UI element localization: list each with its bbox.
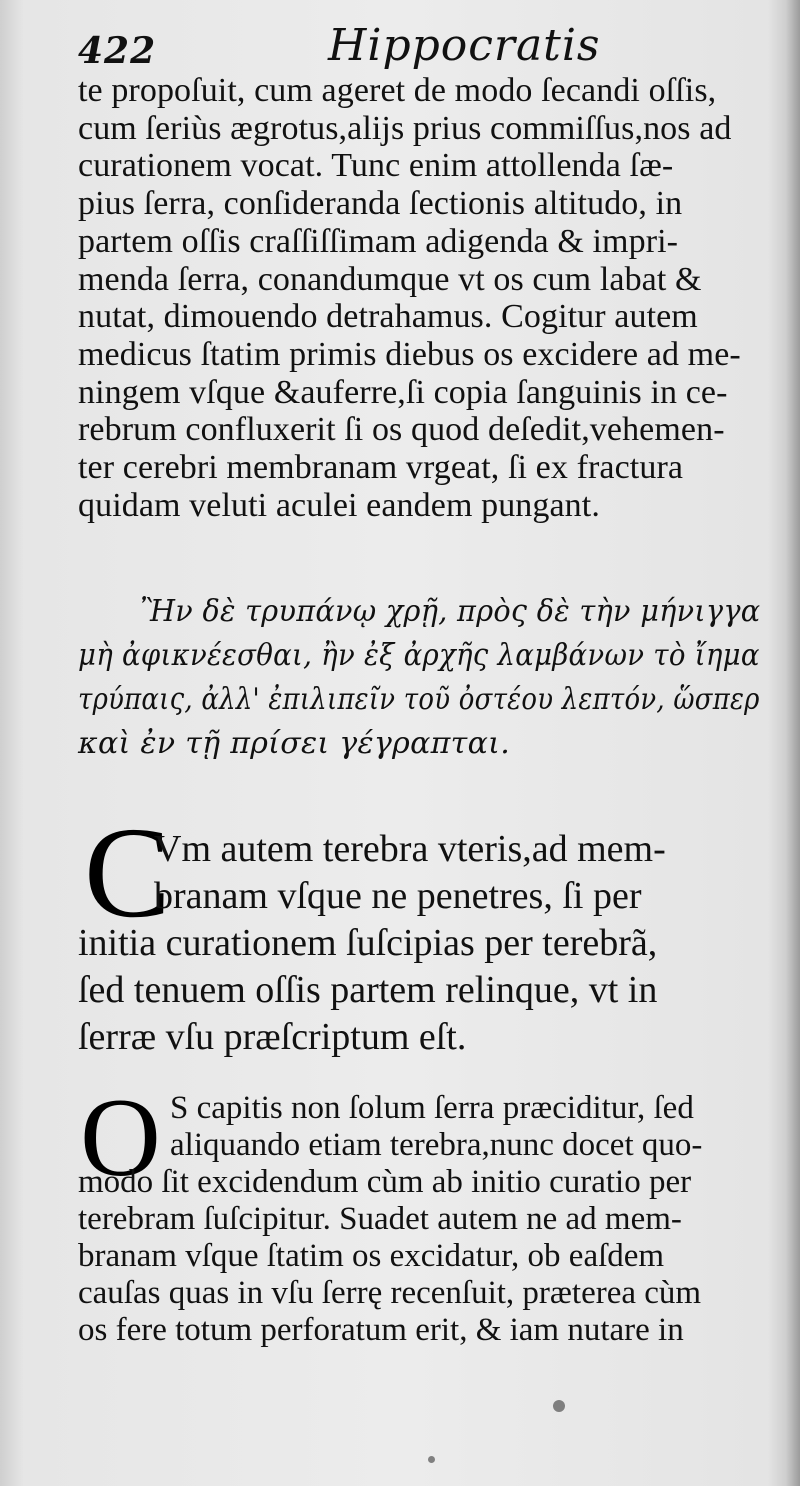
text-line: te propoſuit, cum ageret de modo ſecandi oſſis,: [78, 72, 717, 109]
text-line: initia curationem ſuſcipias per terebrã,: [78, 922, 658, 964]
text-line: cum ſeriùs ægrotus,alijs prius commiſſus,nos ad: [78, 109, 732, 147]
text-line: quidam veluti aculei eandem pungant.: [78, 486, 600, 524]
text-line: menda ſerra, conandumque vt os cum labat &: [78, 260, 702, 298]
text-line: Vm autem terebra vteris,ad mem-: [154, 828, 666, 870]
text-line: terebram ſuſcipitur. Suadet autem ne ad mem-: [78, 1201, 682, 1237]
commentary-paragraph-1: [78, 72, 741, 524]
ink-spot: [553, 1400, 565, 1412]
text-line: medicus ſtatim primis diebus os excidere ad me-: [78, 335, 741, 373]
text-line: pius ſerra, conſideranda ſectionis altitudo, in: [78, 185, 683, 223]
page-header: [78, 16, 758, 72]
text-line: ningem vſque &auferre,ſi copia ſanguinis in ce-: [78, 373, 728, 411]
latin-translation-paragraph: [78, 826, 738, 1061]
text-line: ſerræ vſu præſcriptum eſt.: [78, 1016, 467, 1058]
text-line: rebrum confluxerit ſi os quod deſedit,vehemen-: [78, 411, 725, 449]
text-line: os fere totum perforatum erit, & iam nutare in: [78, 1312, 684, 1348]
text-line: branam vſque ſtatim os excidatur, ob eaſdem: [78, 1238, 665, 1274]
text-line: ſed tenuem oſſis partem relinque, vt in: [78, 969, 658, 1011]
commentary-paragraph-2: [78, 1090, 738, 1349]
ink-spot: [428, 1456, 435, 1463]
text-line: partem oſſis craſſiſſimam adigenda & impri-: [78, 222, 679, 260]
text-line: branam vſque ne penetres, ſi per: [154, 875, 642, 917]
page-edge-shadow: [786, 0, 800, 1486]
greek-line: καὶ ἐν τῇ πρίσει γέγραπται.: [78, 726, 511, 761]
page-number: 422: [78, 30, 157, 72]
text-line: aliquando etiam terebra,nunc docet quo-: [170, 1127, 703, 1163]
text-line: cauſas quas in vſu ſerrę recenſuit, præterea cùm: [78, 1275, 702, 1311]
drop-cap-o: O: [80, 1076, 161, 1200]
greek-line: μὴ ἀφικνέεσθαι, ἢν ἐξ ἀρχῆς λαμβάνων τὸ ἴημα: [78, 638, 760, 673]
greek-line: τρύπαις, ἀλλ' ἐπιλιπεῖν τοῦ ὀστέου λεπτόν, ὥσπερ: [78, 682, 760, 717]
drop-cap-c: C: [84, 801, 171, 945]
text-line: ter cerebri membranam vrgeat, ſi ex fractura: [78, 449, 684, 487]
running-title: Hippocratis: [328, 20, 601, 71]
text-line: nutat, dimouendo detrahamus. Cogitur autem: [78, 298, 698, 336]
text-line: S capitis non ſolum ſerra præciditur, ſed: [170, 1090, 694, 1126]
text-line: modo ſit excidendum cùm ab initio curatio per: [78, 1164, 692, 1200]
greek-quotation: [78, 590, 761, 766]
greek-line: Ἢν δὲ τρυπάνῳ χρῇ, πρὸς δὲ τὴν μήνιγγα: [140, 594, 761, 629]
text-line: curationem vocat. Tunc enim attollenda ſæ-: [78, 147, 674, 185]
